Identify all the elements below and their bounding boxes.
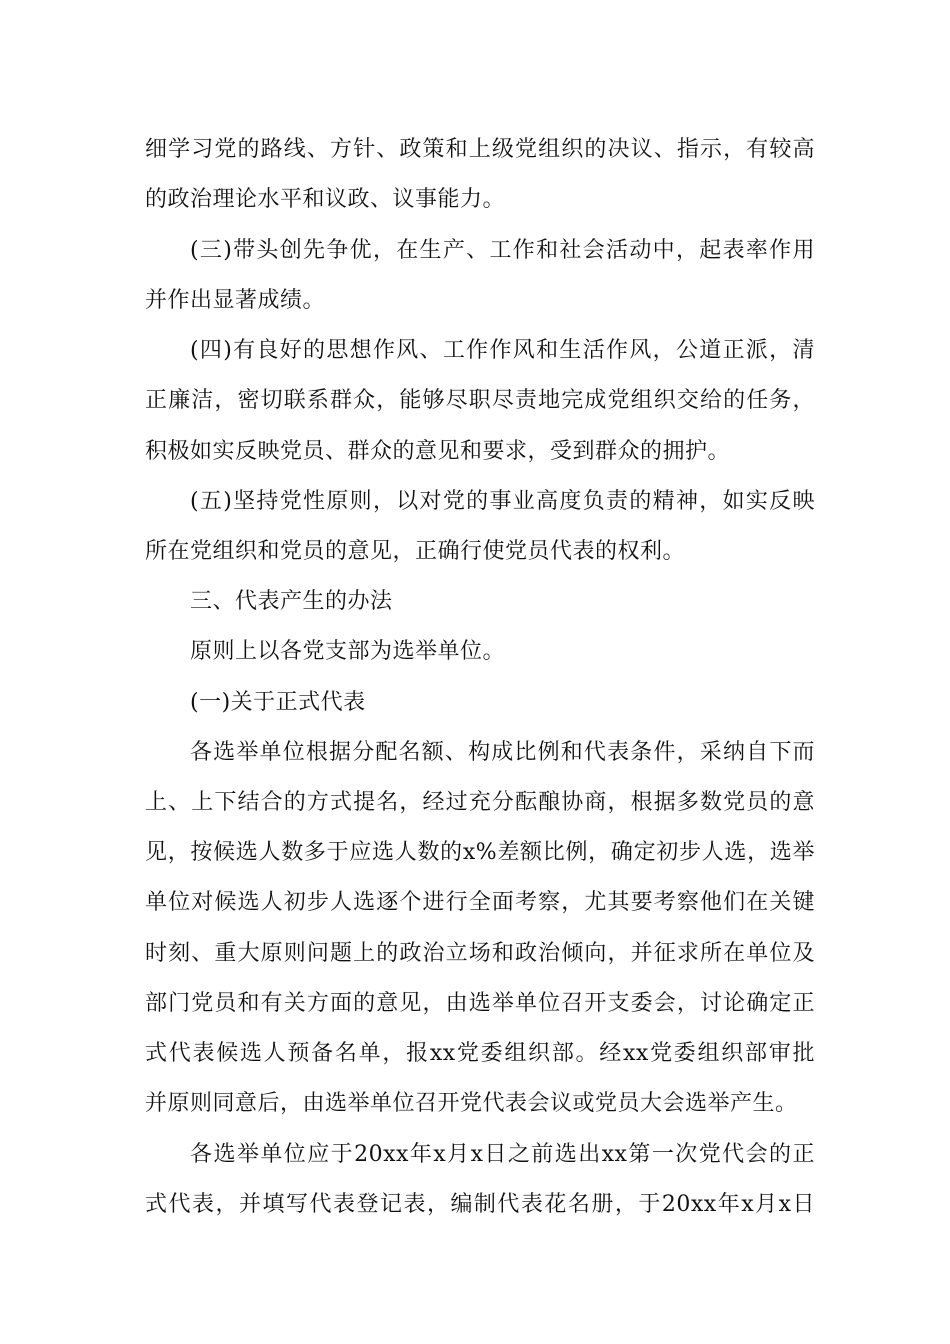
text-line: (五)坚持党性原则，以对党的事业高度负责的精神，如实反映 — [190, 489, 815, 514]
subsection-heading: (一)关于正式代表 — [190, 690, 366, 715]
section-heading: 三、代表产生的办法 — [190, 589, 393, 614]
text-line: 积极如实反映党员、群众的意见和要求，受到群众的拥护。 — [145, 439, 731, 464]
text-line: 的政治理论水平和议政、议事能力。 — [145, 187, 506, 212]
text-line: 部门党员和有关方面的意见，由选举单位召开支委会，讨论确定正 — [145, 991, 815, 1016]
text-line: 见，按候选人数多于应选人数的x%差额比例，确定初步人选，选举 — [145, 840, 815, 865]
text-line: 各选举单位应于20xx年x月x日之前选出xx第一次党代会的正 — [190, 1142, 815, 1167]
text-line: 所在党组织和党员的意见，正确行使党员代表的权利。 — [145, 539, 686, 564]
text-line: 时刻、重大原则问题上的政治立场和政治倾向，并征求所在单位及 — [145, 941, 815, 966]
text-line: 上、上下结合的方式提名，经过充分酝酿协商，根据多数党员的意 — [145, 790, 815, 815]
text-line: (三)带头创先争优，在生产、工作和社会活动中，起表率作用 — [190, 238, 815, 263]
text-line: (四)有良好的思想作风、工作作风和生活作风，公道正派，清 — [190, 338, 815, 363]
text-line: 各选举单位根据分配名额、构成比例和代表条件，采纳自下而 — [190, 740, 815, 765]
text-line: 正廉洁，密切联系群众，能够尽职尽责地完成党组织交给的任务， — [145, 388, 815, 413]
text-line: 并原则同意后，由选举单位召开党代表会议或党员大会选举产生。 — [145, 1091, 798, 1116]
text-line: 细学习党的路线、方针、政策和上级党组织的决议、指示，有较高 — [145, 137, 815, 162]
text-line: 单位对候选人初步人选逐个进行全面考察，尤其要考察他们在关键 — [145, 890, 815, 915]
text-line: 式代表，并填写代表登记表，编制代表花名册，于20xx年x月x日 — [145, 1192, 815, 1217]
text-line: 并作出显著成绩。 — [145, 288, 326, 313]
text-line: 式代表候选人预备名单，报xx党委组织部。经xx党委组织部审批 — [145, 1041, 815, 1066]
text-line: 原则上以各党支部为选举单位。 — [190, 639, 506, 664]
